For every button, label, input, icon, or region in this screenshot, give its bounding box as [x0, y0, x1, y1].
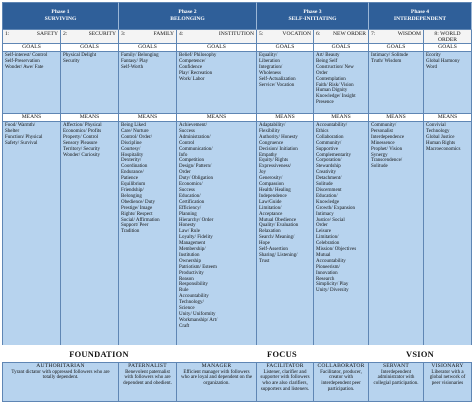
list-item: Presence — [316, 100, 334, 106]
leadership-authoritarian — [3, 363, 119, 402]
list-item: Competition — [179, 158, 204, 164]
list-item: Solitude — [316, 182, 333, 188]
leadership-description: Listener, clarifier and supporter with followers who are also clarifiers, supporters and listeners. — [260, 369, 310, 392]
leadership-description: Interdependent administrator with collegial participation. — [373, 369, 419, 387]
list-item: Sensory Pleasure — [63, 140, 98, 146]
leadership-title: AUTHORITARIAN — [36, 363, 85, 369]
goals-label-row — [2, 44, 472, 52]
stage-7-name: WISDOM — [397, 31, 421, 37]
list-item: Competence/ — [179, 58, 206, 64]
list-item: Solitude — [371, 164, 388, 170]
means-cell-stage-2 — [61, 122, 119, 350]
stage-8-number: 8: — [434, 31, 439, 37]
list-item: Self-Assertion — [259, 247, 288, 253]
list-item: Loyalty/ Fidelity — [179, 235, 213, 241]
list-item: Ecority — [426, 53, 441, 58]
list-item: Corporation/ — [316, 158, 342, 164]
goals-label: GOALS — [3, 44, 61, 52]
list-item: Education/ — [179, 193, 201, 199]
list-item: Shelter — [5, 128, 20, 134]
goals-cell-stage-6 — [314, 52, 369, 114]
list-item: Stewardship — [316, 164, 341, 170]
list-item: Reason — [179, 276, 194, 282]
list-item: Administration/ — [179, 134, 211, 140]
list-item: Dexterity/ — [121, 158, 142, 164]
goals-label: GOALS — [119, 44, 177, 52]
list-item: Sharing/ Listening/ — [259, 252, 298, 258]
list-item: Equity/ Rights — [259, 158, 289, 164]
list-item: Play/ Recreation — [179, 70, 213, 76]
goals-cell-stage-2 — [61, 52, 119, 114]
stage-2-name: SECURITY — [88, 31, 116, 37]
list-item: Family/ Belonging — [121, 53, 159, 58]
means-cell-stage-7 — [369, 122, 424, 350]
list-item: Accountability/ — [316, 123, 348, 128]
list-item: Management — [179, 241, 206, 247]
list-item: Physical Delight — [63, 53, 97, 58]
list-item: Global Harmony — [426, 58, 460, 64]
means-cell-stage-3 — [119, 122, 177, 350]
leadership-title: SERVANT — [382, 363, 410, 369]
list-item: Mission/ Objectives — [316, 247, 357, 253]
list-item: Knowledge/ Insight — [316, 94, 356, 100]
list-item: Function/ Physical — [5, 134, 43, 140]
list-item: Coordination — [121, 164, 148, 170]
list-item: Word — [426, 64, 437, 70]
leadership-title: PATERNALIST — [128, 363, 167, 369]
list-item: Empathy — [259, 152, 278, 158]
list-item: Limitation/ — [316, 235, 339, 241]
list-item: Adaptability/ — [259, 123, 286, 128]
list-item: Craft — [179, 323, 190, 329]
list-item: Construction/ New — [316, 64, 354, 70]
list-item: Being Liked — [121, 123, 146, 128]
stage-3-name: FAMILY — [153, 31, 174, 37]
means-label: MEANS — [314, 114, 369, 122]
list-item: Self-Preservation — [5, 58, 40, 64]
list-item: Pioneerism/ — [316, 264, 340, 270]
list-item: Workmanship/ Art/ — [179, 317, 218, 323]
list-item: Rule — [179, 288, 189, 294]
phase-4-number: Phase 4 — [410, 9, 430, 15]
phase-3-name: SELF-INITIATING — [288, 15, 337, 22]
list-item: Economics/ — [179, 182, 203, 188]
list-item: Being Self — [316, 58, 338, 64]
list-item: Planning — [179, 211, 197, 217]
list-item: Knowledge — [316, 199, 340, 205]
list-item: Self-interest/ Control — [5, 53, 48, 58]
leadership-description: Tyrant dictator with oppressed followers who are totally dependent. — [11, 369, 110, 381]
list-item: Global Justice — [426, 134, 455, 140]
list-item: Complementarity — [316, 152, 351, 158]
goals-cell-stage-3 — [119, 52, 177, 114]
goals-cell-stage-1 — [3, 52, 61, 114]
list-item: Order — [316, 70, 328, 76]
list-item: Minessence — [371, 140, 395, 146]
list-item: Territory/ Security — [63, 146, 100, 152]
list-item: Decision/ Initiation — [259, 146, 298, 152]
list-item: Self-Actualization — [259, 76, 296, 82]
means-cell-stage-5 — [257, 122, 314, 350]
list-item: Technology — [426, 128, 450, 134]
stage-3-number: 3: — [121, 31, 126, 37]
list-item: Intimacy/ Solitude — [371, 53, 409, 58]
leadership-manager — [177, 363, 257, 402]
list-item: Duty/ Obligation — [179, 176, 214, 182]
list-item: Innovation — [316, 270, 338, 276]
phase-2-number: Phase 2 — [178, 9, 197, 15]
leadership-title: VISIONARY — [431, 363, 464, 369]
list-item: Personalist — [371, 128, 393, 134]
list-item: Membership/ — [179, 247, 206, 253]
list-item: Relaxation — [259, 229, 281, 235]
list-item: Ownership — [179, 258, 201, 264]
list-item: Safety/ Survival — [5, 140, 38, 146]
list-item: Responsibility — [179, 282, 208, 288]
list-item: Wholeness — [259, 70, 281, 76]
goals-label: GOALS — [314, 44, 369, 52]
leadership-description: Efficient manager with followers who are loyal and dependent on the organization. — [180, 369, 253, 387]
means-label: MEANS — [257, 114, 314, 122]
list-item: Law/Guide — [259, 199, 282, 205]
list-item: Flexibility — [259, 128, 280, 134]
list-item: Community/ — [371, 123, 397, 128]
list-item: Generosity/ — [259, 176, 283, 182]
stage-header-row — [2, 30, 472, 44]
list-item: Social/ Affirmation — [121, 217, 160, 223]
list-item: Research — [316, 276, 335, 282]
list-item: Certification — [179, 199, 205, 205]
means-cell-stage-1 — [3, 122, 61, 350]
values-table — [2, 2, 472, 350]
leadership-row — [2, 362, 472, 402]
list-item: Human Rights — [426, 140, 456, 146]
list-item: Prestige/ Image — [121, 205, 153, 211]
list-item: Tradition — [121, 229, 140, 235]
means-label: MEANS — [369, 114, 424, 122]
list-item: Security — [63, 58, 80, 64]
means-cell-stage-6 — [314, 122, 369, 350]
list-item: Care/ Nurture — [121, 128, 149, 134]
stage-8-name: WORLD ORDER — [438, 31, 461, 44]
list-item: Liberation — [259, 58, 280, 64]
means-label: MEANS — [177, 114, 257, 122]
list-item: Macroeconomics — [426, 146, 461, 152]
list-item: Support/ Peer — [121, 223, 149, 229]
leadership-description: Benevolent paternalist with followers who are dependent and obedient. — [123, 369, 172, 387]
list-item: Integration/ — [259, 64, 283, 70]
stage-7-number: 7: — [371, 31, 376, 37]
list-item: Authority/ Honesty — [259, 134, 298, 140]
stage-5-number: 5: — [259, 31, 264, 37]
leadership-description: Liberator with a global network of peer visionaries — [429, 369, 466, 387]
stage-8-header — [424, 30, 472, 44]
stage-band — [2, 345, 472, 363]
means-label: MEANS — [3, 114, 61, 122]
stage-3-header — [119, 30, 177, 44]
stage-8-label — [426, 31, 469, 44]
phase-3-header — [257, 2, 369, 30]
list-item: Law/ Rule — [179, 229, 200, 235]
stage-1-number: 1: — [5, 31, 10, 37]
list-item: Control/ Order/ — [121, 134, 152, 140]
phase-1-name: SURVIVING — [44, 15, 77, 22]
list-item: Science — [179, 306, 195, 312]
goals-cell-stage-4 — [177, 52, 257, 114]
list-item: Ethics — [316, 128, 329, 134]
list-item: Health/ Healing — [259, 187, 291, 193]
stage-6-name: NEW ORDER — [333, 31, 366, 37]
list-item: Affection/ Physical — [63, 123, 102, 128]
list-item: Quality/ Evaluation — [259, 223, 299, 229]
leadership-title: MANAGER — [201, 363, 232, 369]
list-item: Faith/ Risk/ Vision — [316, 82, 354, 88]
list-item: Prophet/ Vision — [371, 146, 403, 152]
phase-2-header — [119, 2, 257, 30]
phase-2-name: BELONGING — [170, 15, 205, 22]
list-item: Success — [179, 187, 195, 193]
stage-4-header — [177, 30, 257, 44]
goals-label: GOALS — [424, 44, 472, 52]
list-item: Rights/ Respect — [121, 211, 153, 217]
list-item: Fantasy/ Play — [121, 58, 149, 64]
list-item: Courtesy/ — [121, 146, 141, 152]
list-item: Mutual — [316, 252, 331, 258]
list-item: Leisure — [316, 229, 331, 235]
list-item: Education/ — [316, 193, 338, 199]
list-item: Endurance/ — [121, 170, 144, 176]
goals-label: GOALS — [177, 44, 257, 52]
list-item: Detachment/ — [316, 176, 342, 182]
list-item: Control — [179, 140, 195, 146]
list-item: Self-Worth — [121, 64, 144, 70]
phase-1-number: Phase 1 — [51, 9, 70, 15]
vision-label: VSION — [368, 345, 472, 363]
list-item: Congruence — [259, 140, 284, 146]
phase-header-row — [2, 2, 472, 30]
list-item: Intimacy — [316, 211, 334, 217]
stage-5-name: VOCATION — [282, 31, 311, 37]
list-item: Info — [179, 152, 188, 158]
list-item: Unity/ Uniformity — [179, 312, 216, 317]
goals-cell-stage-8 — [424, 52, 472, 114]
means-label: MEANS — [119, 114, 177, 122]
means-cell-stage-8 — [424, 122, 472, 350]
list-item: Community/ — [316, 140, 342, 146]
list-item: Patriotism/ Esteem — [179, 264, 217, 270]
phase-4-name: INTERDEPENDENT — [393, 15, 447, 22]
list-item: Synergy — [371, 152, 388, 158]
list-item: Friendship/ — [121, 187, 144, 193]
list-item: Discipline — [121, 140, 142, 146]
goals-cell-stage-7 — [369, 52, 424, 114]
means-label: MEANS — [424, 114, 472, 122]
leadership-collaborator — [314, 363, 369, 402]
list-item: Trust — [259, 258, 270, 264]
list-item: Wonder/ Awe/ Fate — [5, 64, 44, 70]
list-item: Confidence — [179, 64, 203, 70]
list-item: Accountability — [179, 294, 209, 300]
list-item: Belief/ Philosophy — [179, 53, 217, 58]
list-item: Compassion — [259, 182, 284, 188]
stage-1-name: SAFETY — [36, 31, 58, 37]
list-item: Institution — [179, 252, 200, 258]
list-item: Patience — [121, 176, 138, 182]
goals-cell-stage-5 — [257, 52, 314, 114]
list-item: Equality/ — [259, 53, 278, 58]
list-item: Acceptance — [259, 211, 283, 217]
leadership-servant — [369, 363, 424, 402]
means-label-row — [2, 114, 472, 122]
list-item: Wonder/ Curiosity — [63, 152, 100, 158]
list-item: Justice/ Social — [316, 217, 345, 223]
list-item: Success — [179, 128, 195, 134]
stage-6-number: 6: — [316, 31, 321, 37]
leadership-visionary — [424, 363, 472, 402]
list-item: Obedience/ Duty — [121, 199, 156, 205]
list-item: Joy — [259, 170, 266, 176]
focus-label: FOCUS — [196, 345, 368, 363]
phase-4-header — [369, 2, 472, 30]
list-item: Communication/ — [179, 146, 213, 152]
list-item: Design/ Pattern/ — [179, 164, 212, 170]
list-item: Independence — [259, 193, 287, 199]
list-item: Supportive — [316, 146, 338, 152]
list-item: Hospitality — [121, 152, 144, 158]
list-item: Hope — [259, 241, 270, 247]
list-item: Mutual Obedience — [259, 217, 297, 223]
leadership-title: COLLABORATOR — [317, 363, 365, 369]
means-row — [2, 122, 472, 350]
goals-row — [2, 52, 472, 114]
stage-2-number: 2: — [63, 31, 68, 37]
list-item: Hierarchy/ Order — [179, 217, 214, 223]
list-item: Celebration — [316, 241, 340, 247]
list-item: Unity/ Diversity — [316, 288, 349, 294]
list-item: Expressiveness/ — [259, 164, 291, 170]
phase-1-header — [3, 2, 119, 30]
list-item: Order — [316, 223, 328, 229]
list-item: Equilibrium — [121, 182, 146, 188]
leadership-facilitator — [257, 363, 314, 402]
list-item: Collaboration — [316, 134, 344, 140]
stage-4-number: 4: — [179, 31, 184, 37]
leadership-description: Facilitator, producer, creator with interdependent peer participation. — [320, 369, 362, 392]
list-item: Contemplation — [316, 76, 346, 82]
list-item: Growth/ Expansion — [316, 205, 356, 211]
stage-5-header — [257, 30, 314, 44]
list-item: Creativity — [316, 170, 336, 176]
list-item: Search/ Meaning/ — [259, 235, 295, 241]
list-item: Property/ Control — [63, 134, 99, 140]
goals-label: GOALS — [369, 44, 424, 52]
list-item: Discernment — [316, 187, 342, 193]
list-item: Convivial — [426, 123, 446, 128]
list-item: Art/ Beauty — [316, 53, 340, 58]
means-cell-stage-4 — [177, 122, 257, 350]
list-item: Technology/ — [179, 300, 204, 306]
list-item: Achievement/ — [179, 123, 208, 128]
list-item: Work/ Labor — [179, 76, 205, 82]
list-item: Food/ Warmth/ — [5, 123, 36, 128]
list-item: Simplicity/ Play — [316, 282, 349, 288]
stage-4-name: INSTITUTION — [218, 31, 254, 37]
list-item: Economics/ Profits — [63, 128, 102, 134]
list-item: Accountability — [316, 258, 346, 264]
list-item: Productivity — [179, 270, 204, 276]
leadership-paternalist — [119, 363, 177, 402]
list-item: Honesty — [179, 223, 196, 229]
goals-label: GOALS — [257, 44, 314, 52]
list-item: Truth/ Wisdom — [371, 58, 402, 64]
means-label: MEANS — [61, 114, 119, 122]
list-item: Transcendence/ — [371, 158, 403, 164]
stage-6-header — [314, 30, 369, 44]
list-item: Limitation/ — [259, 205, 282, 211]
list-item: Service/ Vocation — [259, 82, 295, 88]
goals-label: GOALS — [61, 44, 119, 52]
stage-7-header — [369, 30, 424, 44]
leadership-title: FACILITATOR — [266, 363, 304, 369]
foundation-label: FOUNDATION — [2, 345, 196, 363]
stage-2-header — [61, 30, 119, 44]
list-item: Interdependence — [371, 134, 405, 140]
list-item: Belonging — [121, 193, 142, 199]
list-item: Efficiency/ — [179, 205, 202, 211]
phase-3-number: Phase 3 — [303, 9, 322, 15]
list-item: Human Dignity — [316, 88, 348, 94]
list-item: Order — [179, 170, 191, 176]
stage-1-header — [3, 30, 61, 44]
